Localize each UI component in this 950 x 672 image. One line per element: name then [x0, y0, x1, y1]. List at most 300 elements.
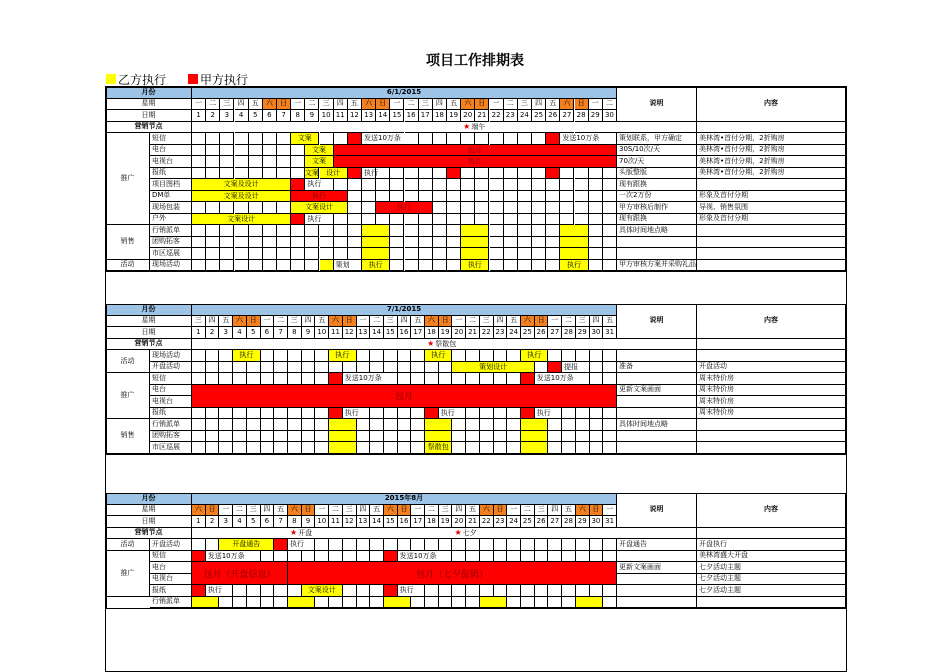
- day-slot: [263, 260, 277, 272]
- weekday-cell: 五: [411, 316, 425, 328]
- day-slot: [521, 585, 535, 597]
- month-value: 6/1/2015: [192, 87, 617, 99]
- day-cell: 22: [480, 327, 494, 339]
- day-cell: 9: [302, 516, 316, 528]
- day-slot: [603, 191, 617, 203]
- day-slot: [220, 202, 234, 214]
- row-content: [697, 225, 846, 237]
- day-slot: [263, 225, 277, 237]
- day-slot: [277, 168, 291, 180]
- task-text-cell: 发送10万条: [206, 551, 261, 563]
- day-slot: [192, 408, 206, 420]
- weekday-cell: 三: [439, 505, 453, 517]
- day-slot: [507, 597, 521, 609]
- day-slot: [433, 248, 447, 260]
- day-slot: [504, 179, 518, 191]
- day-slot: [603, 408, 617, 420]
- row-label: DM单: [150, 191, 192, 203]
- day-slot: [192, 362, 206, 374]
- day-slot: [411, 539, 425, 551]
- day-slot: [370, 597, 384, 609]
- day-slot: [419, 179, 433, 191]
- day-cell: 29: [576, 516, 590, 528]
- node-cell: [548, 339, 562, 351]
- day-slot: [603, 350, 617, 362]
- day-slot: [206, 248, 220, 260]
- node-cell: [249, 122, 263, 134]
- day-slot: [518, 225, 532, 237]
- task-text-cell: 执行: [305, 214, 333, 226]
- node-cell: [507, 339, 521, 351]
- node-cell: [329, 528, 343, 540]
- day-slot: [589, 225, 603, 237]
- day-slot: [192, 237, 206, 249]
- weekday-cell: 五: [315, 316, 329, 328]
- category-label: 销售: [106, 419, 150, 454]
- weekday-cell: 一: [603, 505, 617, 517]
- day-slot: [249, 168, 263, 180]
- day-slot: [590, 585, 604, 597]
- day-cell: 28: [562, 516, 576, 528]
- row-note: 现有跟换: [617, 214, 697, 226]
- day-slot: [384, 442, 398, 454]
- row-note: 30S/10次/天: [617, 145, 697, 157]
- day-cell: 9: [305, 110, 319, 122]
- day-slot: [475, 214, 489, 226]
- party-b-task-bar: 执行: [461, 260, 489, 272]
- category-label: 推广: [106, 373, 150, 419]
- day-cell: 20: [452, 327, 466, 339]
- weekday-cell: 一: [315, 505, 329, 517]
- day-cell: 26: [546, 110, 560, 122]
- node-cell: [261, 339, 275, 351]
- day-slot: [315, 373, 329, 385]
- day-slot: [439, 585, 453, 597]
- node-cell: [447, 122, 461, 134]
- day-slot: [348, 248, 362, 260]
- day-slot: [589, 214, 603, 226]
- day-slot: [466, 597, 480, 609]
- day-slot: [411, 597, 425, 609]
- day-slot: [425, 585, 439, 597]
- day-slot: [192, 168, 206, 180]
- row-note: [617, 373, 697, 385]
- marketing-node-text: 七夕: [462, 528, 477, 537]
- day-slot: [504, 202, 518, 214]
- star-icon: ★: [454, 528, 462, 538]
- day-slot: [507, 419, 521, 431]
- day-slot: [535, 551, 549, 563]
- day-slot: [425, 373, 439, 385]
- day-cell: 13: [357, 516, 371, 528]
- day-slot: [439, 597, 453, 609]
- day-slot: [518, 214, 532, 226]
- day-slot: [425, 597, 439, 609]
- day-slot: [261, 431, 275, 443]
- day-slot: [274, 350, 288, 362]
- day-slot: [329, 551, 343, 563]
- day-slot: [390, 248, 404, 260]
- day-slot: [480, 350, 494, 362]
- day-slot: [532, 214, 546, 226]
- weekday-cell: 六: [384, 505, 398, 517]
- day-slot: [447, 202, 461, 214]
- day-slot: [206, 225, 220, 237]
- marketing-node-label: 营销节点: [106, 528, 192, 540]
- day-slot: [398, 350, 412, 362]
- party-b-task-bar: [461, 248, 489, 260]
- day-slot: [603, 539, 617, 551]
- weekday-cell: 五: [546, 99, 560, 111]
- day-slot: [490, 260, 504, 272]
- marketing-node: [452, 528, 493, 540]
- day-slot: [302, 551, 316, 563]
- day-slot: [274, 597, 288, 609]
- day-cell: 1: [192, 327, 206, 339]
- weekday-cell: 日: [206, 505, 220, 517]
- task-text-cell: 执行: [206, 585, 233, 597]
- row-content: 周末特价房: [697, 385, 846, 397]
- weekday-cell: 日: [575, 99, 589, 111]
- day-slot: [192, 431, 206, 443]
- day-cell: 22: [490, 110, 504, 122]
- day-cell: 11: [329, 327, 343, 339]
- day-slot: [452, 597, 466, 609]
- party-a-task-bar: [274, 539, 288, 551]
- node-cell: [521, 528, 535, 540]
- marketing-node-label: 营销节点: [106, 122, 192, 134]
- weekday-cell: 一: [548, 316, 562, 328]
- day-slot: [247, 362, 261, 374]
- party-b-task-bar: [480, 597, 507, 609]
- day-slot: [305, 248, 319, 260]
- node-cell: [384, 528, 398, 540]
- node-cell: [576, 528, 590, 540]
- day-slot: [206, 260, 220, 272]
- day-cell: 7: [277, 110, 291, 122]
- weekday-cell: 五: [348, 99, 362, 111]
- day-slot: [405, 237, 419, 249]
- day-slot: [320, 248, 334, 260]
- day-slot: [475, 179, 489, 191]
- row-note: 策划联系，甲方确定: [617, 133, 697, 145]
- node-cell: [576, 339, 590, 351]
- day-slot: [305, 260, 319, 272]
- node-cell: [575, 122, 589, 134]
- party-b-task-bar: [288, 597, 315, 609]
- month-header-label: 月份: [106, 493, 192, 505]
- weekday-cell: 日: [590, 505, 604, 517]
- day-slot: [548, 585, 562, 597]
- day-slot: [384, 408, 398, 420]
- row-content: 七夕活动主题: [697, 585, 846, 597]
- party-a-task-bar: 执行: [376, 202, 433, 214]
- row-label: 行销派单: [150, 225, 192, 237]
- party-b-task-bar: [329, 442, 356, 454]
- day-cell: 20: [452, 516, 466, 528]
- day-slot: [219, 362, 233, 374]
- node-cell: [425, 528, 439, 540]
- day-slot: [419, 133, 433, 145]
- content-header: 内容: [697, 304, 846, 339]
- day-slot: [247, 597, 261, 609]
- date-header-label: 日期: [106, 110, 192, 122]
- row-note: 准备: [617, 362, 697, 374]
- day-slot: [233, 373, 247, 385]
- weekday-cell: 日: [535, 316, 549, 328]
- party-a-task-bar: [329, 373, 343, 385]
- day-cell: 24: [507, 327, 521, 339]
- day-cell: 9: [302, 327, 316, 339]
- day-slot: [480, 551, 494, 563]
- day-slot: [291, 248, 305, 260]
- day-slot: [535, 585, 549, 597]
- row-content: 形象及首付分期: [697, 214, 846, 226]
- day-slot: [261, 551, 275, 563]
- day-slot: [315, 362, 329, 374]
- task-text-cell: 执行: [305, 179, 333, 191]
- row-note: 具体时间地点略: [617, 419, 697, 431]
- day-slot: [518, 179, 532, 191]
- day-slot: [447, 133, 461, 145]
- day-slot: [589, 168, 603, 180]
- row-note: 开盘通告: [617, 539, 697, 551]
- day-cell: 16: [405, 110, 419, 122]
- day-slot: [504, 214, 518, 226]
- party-b-task-bar: [362, 248, 390, 260]
- weekday-cell: 一: [507, 505, 521, 517]
- weekday-cell: 四: [302, 316, 316, 328]
- party-b-task-bar: 文案设计: [302, 585, 343, 597]
- row-content: 形象及首付分期: [697, 191, 846, 203]
- day-slot: [206, 350, 220, 362]
- day-slot: [370, 419, 384, 431]
- task-text-cell: 执行: [288, 539, 315, 551]
- row-content: 开盘活动: [697, 362, 846, 374]
- weekday-cell: 二: [233, 505, 247, 517]
- day-slot: [518, 260, 532, 272]
- marketing-node-text: 端午: [471, 122, 486, 131]
- day-cell: 25: [521, 327, 535, 339]
- day-slot: [419, 248, 433, 260]
- day-slot: [590, 350, 604, 362]
- day-slot: [504, 237, 518, 249]
- day-slot: [480, 373, 494, 385]
- day-cell: 6: [263, 110, 277, 122]
- day-slot: [235, 237, 249, 249]
- row-content: 七夕活动主题: [697, 574, 846, 586]
- row-content: 导视、销售氛围: [697, 202, 846, 214]
- row-content: 周末特价房: [697, 373, 846, 385]
- day-cell: 21: [466, 327, 480, 339]
- party-a-task-bar: [192, 585, 206, 597]
- day-slot: [603, 214, 617, 226]
- node-cell: [192, 122, 206, 134]
- day-slot: [291, 260, 305, 272]
- day-slot: [233, 585, 247, 597]
- day-slot: [532, 202, 546, 214]
- party-b-task-bar: 文案: [305, 168, 319, 180]
- day-slot: [233, 442, 247, 454]
- node-cell: [329, 339, 343, 351]
- row-note: 更新文案画面: [617, 562, 697, 574]
- weekday-cell: 三: [535, 505, 549, 517]
- day-slot: [302, 442, 316, 454]
- weekday-cell: 日: [439, 316, 453, 328]
- row-label: 团购拓客: [150, 237, 192, 249]
- day-slot: [192, 248, 206, 260]
- day-slot: [261, 585, 275, 597]
- party-b-task-bar: 执行: [233, 350, 260, 362]
- day-slot: [357, 431, 371, 443]
- day-slot: [439, 373, 453, 385]
- party-a-task-bar: [447, 168, 461, 180]
- party-b-task-bar: 执行: [362, 260, 390, 272]
- weekday-cell: 一: [192, 99, 206, 111]
- day-cell: 15: [390, 110, 404, 122]
- weekday-cell: 二: [370, 316, 384, 328]
- day-slot: [576, 350, 590, 362]
- day-slot: [518, 237, 532, 249]
- row-content: [697, 431, 846, 443]
- day-slot: [603, 260, 617, 272]
- day-slot: [220, 260, 234, 272]
- day-slot: [233, 419, 247, 431]
- party-b-task-bar: [521, 431, 548, 443]
- weekday-cell: 一: [219, 505, 233, 517]
- day-slot: [247, 373, 261, 385]
- day-slot: [461, 202, 475, 214]
- day-slot: [461, 133, 475, 145]
- party-a-task-bar: 包月: [334, 156, 617, 168]
- row-content: [697, 597, 846, 609]
- node-cell: [288, 339, 302, 351]
- day-cell: 28: [562, 327, 576, 339]
- weekday-cell: 六: [329, 316, 343, 328]
- day-slot: [274, 373, 288, 385]
- day-cell: 27: [560, 110, 574, 122]
- day-cell: 10: [315, 327, 329, 339]
- content-header: 内容: [697, 493, 846, 528]
- day-slot: [334, 248, 348, 260]
- day-slot: [263, 133, 277, 145]
- day-slot: [466, 408, 480, 420]
- day-slot: [419, 225, 433, 237]
- day-slot: [274, 551, 288, 563]
- day-slot: [384, 350, 398, 362]
- day-slot: [546, 202, 560, 214]
- day-slot: [466, 350, 480, 362]
- row-note: [617, 574, 697, 586]
- node-cell: [411, 528, 425, 540]
- day-slot: [291, 225, 305, 237]
- day-slot: [452, 585, 466, 597]
- day-slot: [357, 442, 371, 454]
- weekday-cell: 四: [433, 99, 447, 111]
- day-slot: [334, 133, 348, 145]
- day-slot: [490, 237, 504, 249]
- task-text-cell: 发送10万条: [362, 133, 419, 145]
- row-note: [617, 585, 697, 597]
- day-slot: [315, 431, 329, 443]
- party-a-task-bar: [348, 168, 362, 180]
- weekday-cell: 六: [362, 99, 376, 111]
- node-cell: [548, 528, 562, 540]
- day-slot: [329, 362, 343, 374]
- day-slot: [562, 539, 576, 551]
- weekday-cell: 六: [480, 505, 494, 517]
- content-header: 内容: [697, 87, 846, 122]
- day-slot: [532, 168, 546, 180]
- node-cell: [590, 339, 604, 351]
- day-slot: [390, 260, 404, 272]
- day-slot: [475, 202, 489, 214]
- day-slot: [518, 133, 532, 145]
- party-a-task-bar: [329, 408, 343, 420]
- party-a-task-bar: [348, 133, 362, 145]
- day-slot: [235, 145, 249, 157]
- day-slot: [274, 419, 288, 431]
- day-slot: [192, 133, 206, 145]
- day-slot: [219, 373, 233, 385]
- row-label: 电台: [150, 562, 192, 574]
- weekday-cell: 三: [220, 99, 234, 111]
- day-slot: [466, 539, 480, 551]
- row-label: 电台: [150, 145, 192, 157]
- row-label: 团购拓客: [150, 431, 192, 443]
- day-slot: [206, 442, 220, 454]
- day-slot: [461, 214, 475, 226]
- party-b-task-bar: 设计: [320, 168, 348, 180]
- day-cell: 7: [274, 327, 288, 339]
- day-cell: 5: [249, 110, 263, 122]
- party-a-task-bar: 执行: [291, 191, 348, 203]
- node-cell: [206, 339, 220, 351]
- day-slot: [590, 442, 604, 454]
- day-slot: [206, 168, 220, 180]
- legend-label-party-b: 乙方执行: [118, 72, 167, 87]
- row-content: [697, 260, 846, 272]
- day-slot: [261, 597, 275, 609]
- weekday-cell: 六: [263, 99, 277, 111]
- row-label: 开盘活动: [150, 362, 192, 374]
- day-slot: [494, 442, 508, 454]
- month-header-label: 月份: [106, 87, 192, 99]
- day-slot: [249, 133, 263, 145]
- party-a-task-bar: 包月: [334, 145, 617, 157]
- day-slot: [546, 214, 560, 226]
- weekday-cell: 五: [603, 316, 617, 328]
- party-b-task-bar: [521, 419, 548, 431]
- node-cell: [233, 528, 247, 540]
- node-cell: [494, 339, 508, 351]
- day-slot: [494, 551, 508, 563]
- day-slot: [439, 539, 453, 551]
- note-header: 说明: [617, 87, 697, 122]
- node-cell: [590, 528, 604, 540]
- day-slot: [507, 539, 521, 551]
- day-slot: [576, 585, 590, 597]
- node-cell: [357, 339, 371, 351]
- day-slot: [288, 350, 302, 362]
- day-slot: [603, 179, 617, 191]
- task-text-cell: 执行: [439, 408, 466, 420]
- day-slot: [277, 248, 291, 260]
- day-cell: 17: [419, 110, 433, 122]
- day-slot: [357, 597, 371, 609]
- marketing-node: [288, 528, 329, 540]
- row-note: [617, 431, 697, 443]
